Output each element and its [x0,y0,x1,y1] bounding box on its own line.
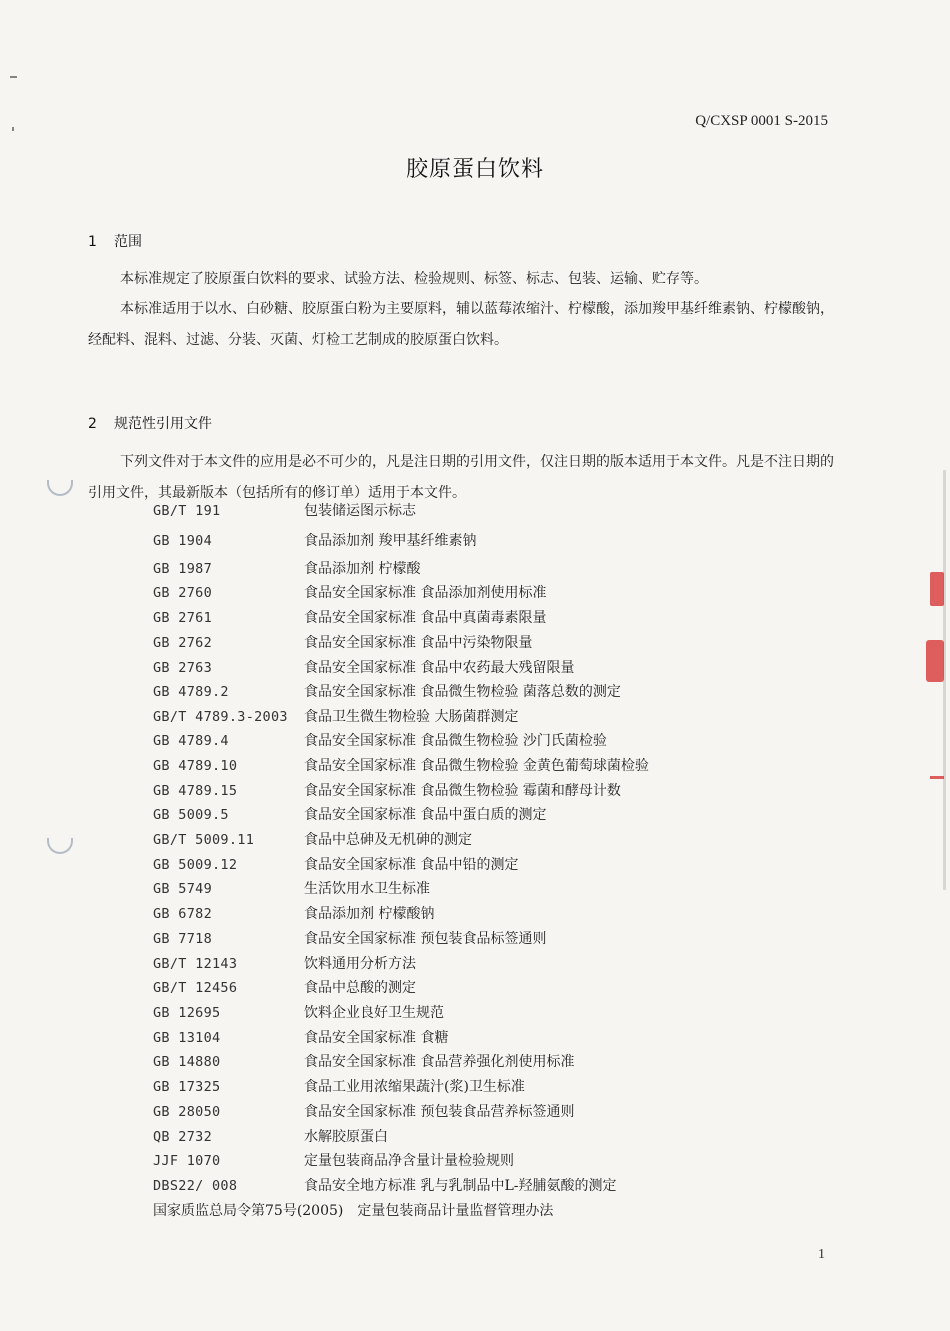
reference-name: 食品安全国家标准 食品添加剂使用标准 [304,585,547,601]
reference-name: 食品安全国家标准 食品中农药最大残留限量 [304,660,575,676]
reference-last-line: 国家质监总局令第75号(2005) 定量包装商品计量监督管理办法 [153,1203,554,1219]
reference-name: 包装储运图示标志 [304,503,416,519]
reference-code: GB 13104 [153,1030,221,1046]
scope-paragraph-1: 本标准规定了胶原蛋白饮料的要求、试验方法、检验规则、标签、标志、包装、运输、贮存等。 [120,271,708,287]
reference-name: 生活饮用水卫生标准 [304,881,430,897]
scope-paragraph-2: 本标准适用于以水、白砂糖、胶原蛋白粉为主要原料，辅以蓝莓浓缩汁、柠檬酸，添加羧甲基纤维素钠、柠檬酸钠，经配料、混料、过滤、分装、灭菌、灯检工艺制成的胶原蛋白饮料。 [88,301,834,348]
reference-code: GB 4789.10 [153,758,238,774]
reference-code: GB 5009.12 [153,857,238,873]
reference-name: 食品安全国家标准 食品微生物检验 霉菌和酵母计数 [304,783,621,799]
reference-code: GB/T 5009.11 [153,832,255,848]
punch-hole-mark [47,838,73,854]
reference-code: GB 4789.4 [153,733,229,749]
reference-name: 食品添加剂 柠檬酸钠 [304,906,435,922]
reference-name: 食品卫生微生物检验 大肠菌群测定 [304,709,519,725]
reference-name: 食品工业用浓缩果蔬汁(浆)卫生标准 [304,1079,525,1095]
reference-code: GB 17325 [153,1079,221,1095]
scan-mark [10,76,17,78]
reference-code: GB 7718 [153,931,212,947]
reference-name: 水解胶原蛋白 [304,1129,388,1145]
reference-code: GB 1904 [153,533,212,549]
reference-name: 食品安全国家标准 食品中蛋白质的测定 [304,807,547,823]
reference-code: GB 4789.2 [153,684,229,700]
scan-mark [12,127,14,131]
section-1-number: 1 [88,234,97,250]
reference-name: 食品安全国家标准 食品中污染物限量 [304,635,533,651]
reference-code: GB 5749 [153,881,212,897]
reference-code: GB/T 12456 [153,980,238,996]
reference-name: 定量包装商品净含量计量检验规则 [304,1153,514,1169]
punch-hole-mark [47,480,73,496]
section-2-number: 2 [88,416,97,432]
reference-name: 食品安全国家标准 预包装食品营养标签通则 [304,1104,575,1120]
reference-code: DBS22/ 008 [153,1178,238,1194]
reference-code: GB 2761 [153,610,212,626]
reference-name: 饮料通用分析方法 [304,956,416,972]
reference-name: 食品安全地方标准 乳与乳制品中L-羟脯氨酸的测定 [304,1178,617,1194]
reference-code: GB 1987 [153,561,212,577]
reference-name: 食品安全国家标准 预包装食品标签通则 [304,931,547,947]
reference-code: QB 2732 [153,1129,212,1145]
reference-name: 食品添加剂 羧甲基纤维素钠 [304,533,477,549]
reference-code: JJF 1070 [153,1153,221,1169]
section-1-title: 范围 [114,234,142,250]
reference-code: GB 6782 [153,906,212,922]
reference-code: GB 28050 [153,1104,221,1120]
reference-code: GB 5009.5 [153,807,229,823]
seal-stamp-fragment [926,640,944,682]
reference-name: 食品安全国家标准 食品微生物检验 菌落总数的测定 [304,684,621,700]
reference-code: GB 14880 [153,1054,221,1070]
reference-name: 食品安全国家标准 食品营养强化剂使用标准 [304,1054,575,1070]
reference-name: 食品安全国家标准 食品微生物检验 沙门氏菌检验 [304,733,607,749]
reference-name: 饮料企业良好卫生规范 [304,1005,444,1021]
standard-code: Q/CXSP 0001 S-2015 [695,113,828,129]
section-1-heading [88,231,142,251]
reference-code: GB/T 191 [153,503,221,519]
reference-code: GB 12695 [153,1005,221,1021]
document-title: 胶原蛋白饮料 [405,157,544,182]
reference-code: GB/T 4789.3-2003 [153,709,288,725]
reference-name: 食品安全国家标准 食品中真菌毒素限量 [304,610,547,626]
reference-code: GB/T 12143 [153,956,238,972]
reference-name: 食品中总酸的测定 [304,980,416,996]
reference-name: 食品添加剂 柠檬酸 [304,561,421,577]
reference-code: GB 2762 [153,635,212,651]
section-2-title: 规范性引用文件 [114,416,212,432]
reference-name: 食品安全国家标准 食品微生物检验 金黄色葡萄球菌检验 [304,758,649,774]
references-intro: 下列文件对于本文件的应用是必不可少的，凡是注日期的引用文件，仅注日期的版本适用于本文件。凡是不注日期的引用文件，其最新版本（包括所有的修订单）适用于本文件。 [88,454,834,501]
reference-code: GB 4789.15 [153,783,238,799]
reference-code: GB 2760 [153,585,212,601]
page-number: 1 [818,1247,825,1262]
seal-stamp-fragment [930,776,944,779]
reference-code: GB 2763 [153,660,212,676]
section-2-heading [88,413,212,433]
reference-name: 食品安全国家标准 食品中铅的测定 [304,857,519,873]
reference-name: 食品中总砷及无机砷的测定 [304,832,472,848]
reference-name: 食品安全国家标准 食糖 [304,1030,449,1046]
seal-stamp-fragment [930,572,944,606]
